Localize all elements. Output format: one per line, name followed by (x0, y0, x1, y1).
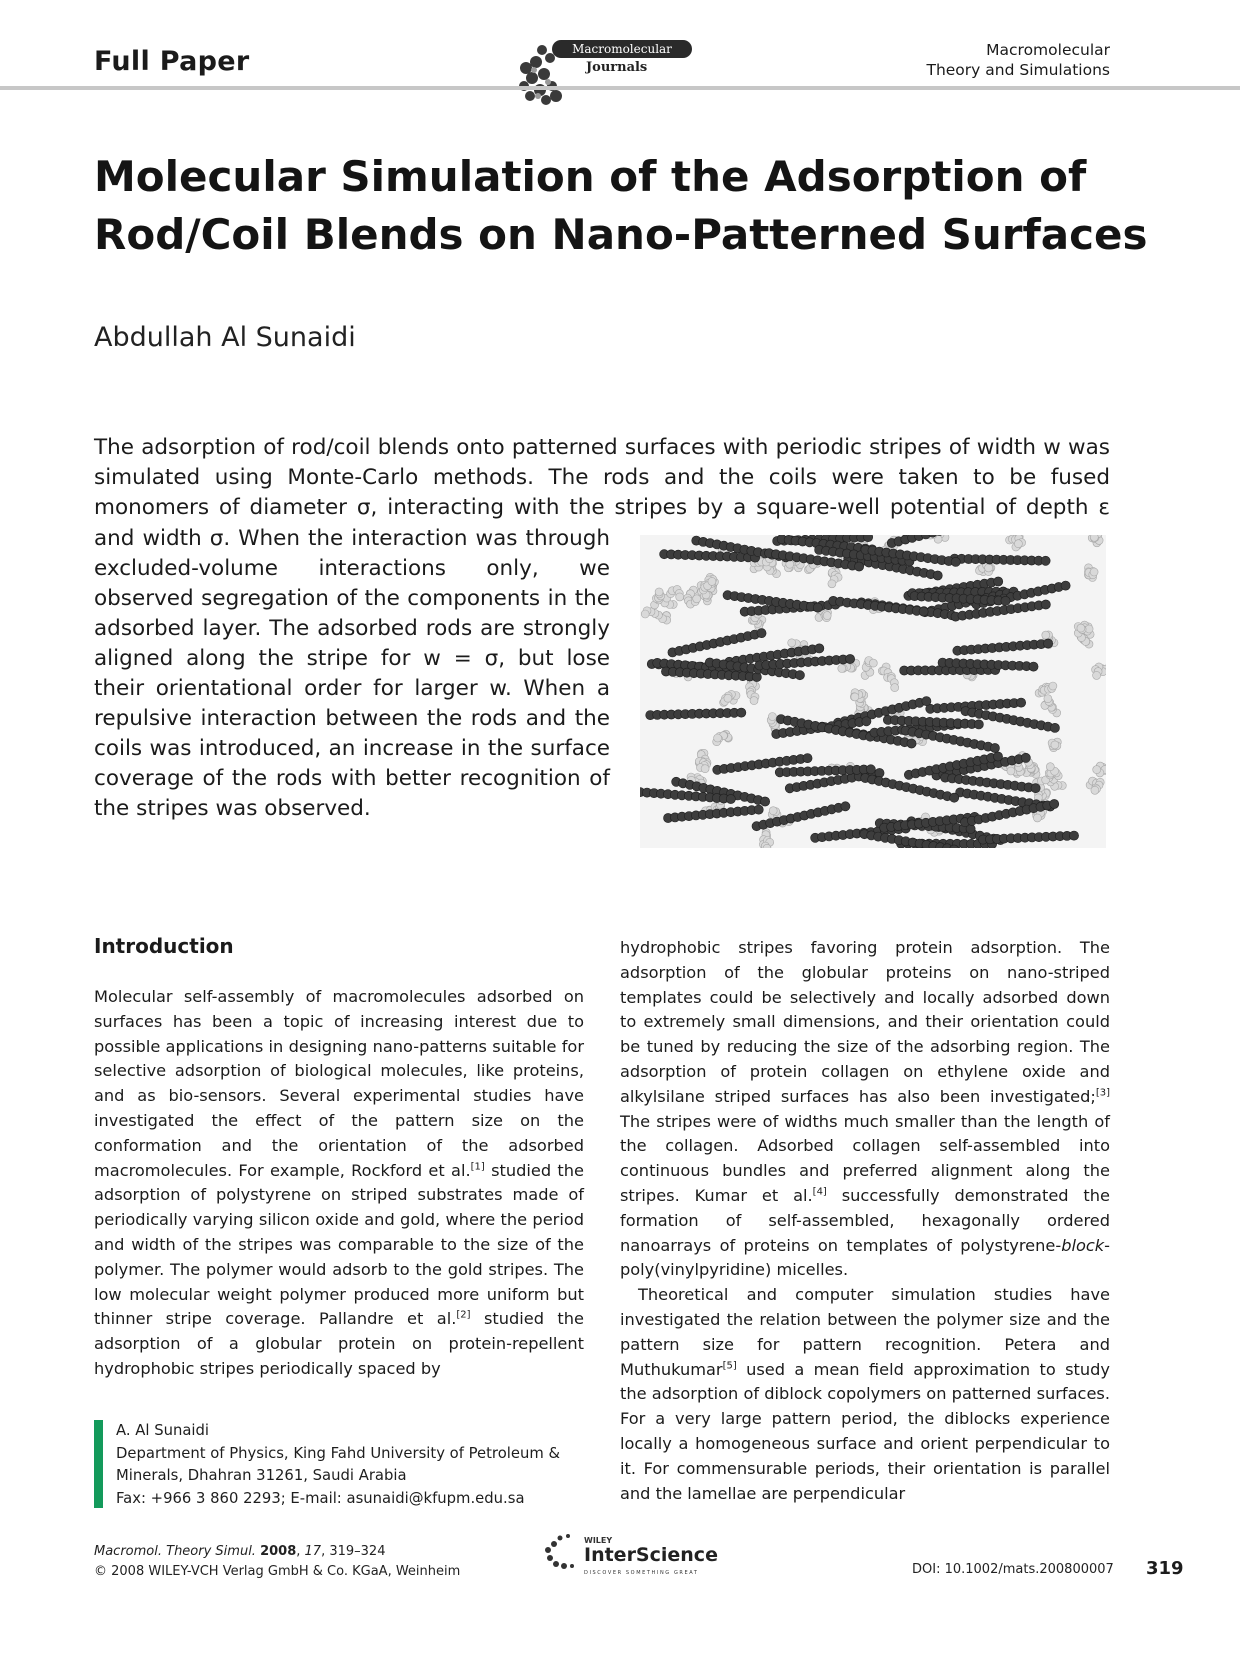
wiley-text: WILEY (584, 1536, 613, 1545)
page-number: 319 (1146, 1558, 1184, 1579)
affiliation-address: Minerals, Dhahran 31261, Saudi Arabia (116, 1467, 407, 1485)
logo-title: Macromolecular (552, 40, 692, 58)
abstract-line-2: simulated using Monte-Carlo methods. The rods and the coils were taken to be fused (94, 465, 1110, 490)
abstract-wrapped-text: and width σ. When the interaction was through excluded-volume interactions only, we observed segregation of the components in the adsorbed layer. The adsorbed rods are strongly aligned along the stripe for w = σ, but lose their orientational order for larger w. When a repulsive interaction between the rods and the coils was introduced, an increase in the surface coverage of the rods with better recognition of the stripes was observed. (94, 526, 610, 821)
affiliation-text (116, 1420, 560, 1510)
intro-left-column: Molecular self-assembly of macromolecules adsorbed on surfaces has been a topic of increasing interest due to possible applications in designing nano-patterns suitable for selective adsorption of biological molecules, like proteins, and as bio-sensors. Several experimental studies have investigated the effect of the pattern size on the conformation and the orientation of the adsorbed macromolecules. For example, Rockford et al.[1] studied the adsorption of polystyrene on striped substrates made of periodically varying silicon oxide and gold, where the period and width of the stripes was comparable to the size of the polymer. The polymer would adsorb to the gold stripes. The low molecular weight polymer produced more uniform but thinner stripe coverage. Pallandre et al.[2] studied the adsorption of a globular protein on protein-repellent hydrophobic stripes periodically spaced by (94, 987, 584, 1378)
section-label: Full Paper (94, 46, 250, 77)
rod-coil-simulation-image (640, 535, 1106, 848)
article-title: Molecular Simulation of the Adsorption of Rod/Coil Blends on Nano-Patterned Surfaces (94, 152, 1148, 259)
footer-citation: Macromol. Theory Simul. 2008, 17, 319–324 © 2008 WILEY-VCH Verlag GmbH & Co. KGaA, Weinheim (94, 1542, 460, 1582)
interscience-tagline: DISCOVER SOMETHING GREAT (584, 1570, 699, 1576)
journal-name-line1: Macromolecular (986, 41, 1110, 59)
logo-subtitle: Journals (586, 60, 648, 75)
interscience-logo-icon (540, 1530, 740, 1578)
interscience-logo (540, 1530, 740, 1578)
affiliation-contact: Fax: +966 3 860 2293; E-mail: asunaidi@kfupm.edu.sa (116, 1489, 525, 1507)
abstract-line-1: The adsorption of rod/coil blends onto patterned surfaces with periodic stripes of width w was (94, 435, 1110, 460)
intro-paragraph-theory: Theoretical and computer simulation studies have investigated the relation between the polymer size and the pattern size for pattern recognition. Petera and Muthukumar[5] used a mean field approximation to study the adsorption of diblock copolymers on patterned surfaces. For a very large pattern period, the diblocks experience locally a homogeneous surface and orient perpendicular to it. For commensurable periods, their orientation is parallel and the lamellae are perpendicular (620, 1285, 1110, 1503)
journal-logo (512, 34, 696, 106)
header-rule (0, 86, 1240, 90)
affiliation-name: A. Al Sunaidi (116, 1422, 210, 1439)
footer-pages: , 319–324 (321, 1544, 386, 1559)
intro-right-column (620, 936, 1110, 1506)
intro-paragraph-continued: hydrophobic stripes favoring protein adsorption. The adsorption of the globular proteins on nano-striped templates could be selectively and locally adsorbed down to extremely small dimensions, and their orientation could be tuned by reducing the size of the adsorbing region. The adsorption of protein collagen on ethylene oxide and alkylsilane striped surfaces has also been investigated;[3] The stripes were of widths much smaller than the length of the collagen. Adsorbed collagen self-assembled into continuous bundles and preferred alignment along the stripes. Kumar et al.[4] successfully demonstrated the formation of self-assembled, hexagonally ordered nanoarrays of proteins on templates of polystyrene-block-poly(vinylpyridine) micelles. (620, 938, 1110, 1280)
author-affiliation (94, 1420, 584, 1508)
author-name: Abdullah Al Sunaidi (94, 322, 356, 353)
affiliation-dept: Department of Physics, King Fahd University of Petroleum & (116, 1444, 560, 1462)
affiliation-accent-bar (94, 1420, 103, 1508)
journal-name-line2: Theory and Simulations (926, 61, 1110, 79)
footer-copyright: © 2008 WILEY-VCH Verlag GmbH & Co. KGaA, Weinheim (94, 1564, 461, 1579)
footer-volume: 17 (304, 1544, 322, 1559)
abstract-graphic (640, 535, 1106, 848)
footer-doi: DOI: 10.1002/mats.200800007 (912, 1562, 1114, 1577)
interscience-text: InterScience (584, 1544, 718, 1566)
abstract-line-3: monomers of diameter σ, interacting with the stripes by a square-well potential of depth ε (94, 495, 1110, 520)
journal-name (926, 40, 1110, 80)
footer-journal: Macromol. Theory Simul. (94, 1544, 256, 1559)
introduction-heading: Introduction (94, 934, 234, 958)
footer-year: 2008 (260, 1544, 297, 1559)
